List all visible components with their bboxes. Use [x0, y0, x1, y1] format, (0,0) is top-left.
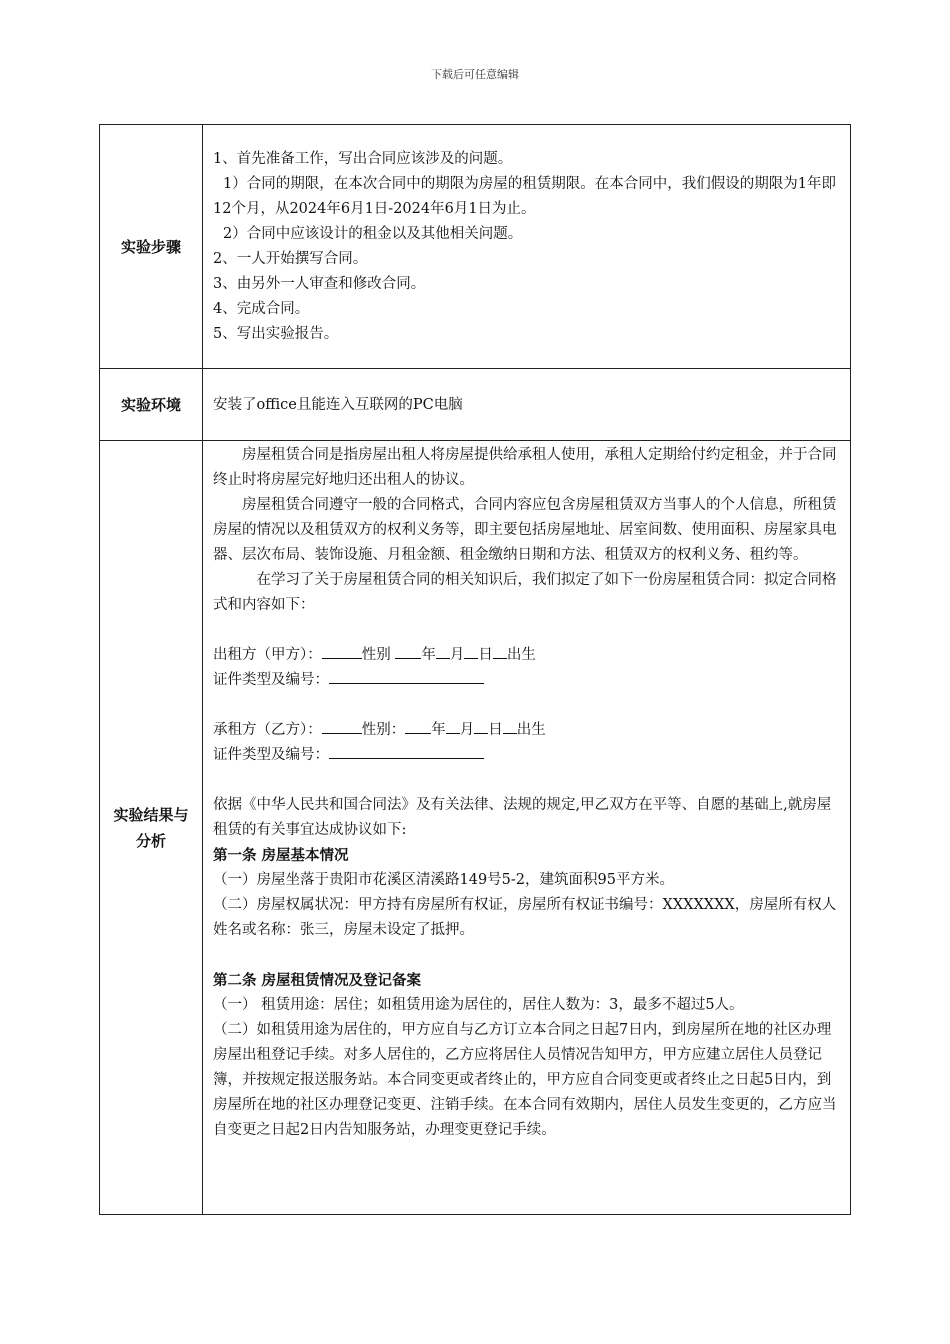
- step-line: 2、一人开始撰写合同。: [213, 251, 368, 267]
- blank-underline: [329, 743, 484, 759]
- blank-underline: [405, 718, 431, 734]
- steps-row: [100, 125, 851, 369]
- paragraph: 房屋租赁合同是指房屋出租人将房屋提供给承租人使用，承租人定期给付约定租金，并于合同终止时将房屋完好地归还出租人的协议。: [213, 447, 837, 488]
- paragraph: 房屋租赁合同遵守一般的合同格式，合同内容应包含房屋租赁双方当事人的个人信息，所租赁房屋的情况以及租赁双方的权利义务等，即主要包括房屋地址、居室间数、使用面积、房屋家具电器、层次布局、装饰设施、月租金额、租金缴纳日期和方法、租赁双方的权利义务、租约等。: [213, 497, 837, 563]
- results-row: [100, 441, 851, 1215]
- env-label: 实验环境: [100, 369, 203, 441]
- blank-underline: [322, 643, 362, 659]
- results-label: [100, 441, 203, 1215]
- article-title: 第二条 房屋租赁情况及登记备案: [213, 972, 422, 989]
- blank-underline: [474, 718, 488, 734]
- spacer: [213, 943, 842, 968]
- step-line: 5、写出实验报告。: [213, 326, 339, 342]
- step-line: 3、由另外一人审查和修改合同。: [213, 276, 426, 292]
- lessor-label: 出租方（甲方）：: [213, 647, 322, 663]
- article-clause: （一）房屋坐落于贵阳市花溪区清溪路149号5-2，建筑面积95平方米。: [213, 872, 674, 888]
- blank-underline: [503, 718, 517, 734]
- basis-paragraph: 依据《中华人民共和国合同法》及有关法律、法规的规定,甲乙双方在平等、自愿的基础上,就房屋租赁的有关事宜达成协议如下:: [213, 797, 832, 838]
- results-label-text: 实验结果与分析: [113, 805, 189, 850]
- lessee-label: 承租方（乙方）：: [213, 722, 322, 738]
- birth-label: 出生: [506, 647, 536, 663]
- day-label: 日: [488, 722, 503, 738]
- blank-underline: [329, 668, 484, 684]
- id-label: 证件类型及编号：: [213, 747, 329, 763]
- blank-underline: [446, 718, 460, 734]
- lessee-line: [213, 718, 842, 743]
- id-label: 证件类型及编号：: [213, 672, 329, 688]
- id-line: [213, 743, 842, 768]
- spacer: [213, 768, 842, 793]
- step-line: 4、完成合同。: [213, 301, 310, 317]
- env-content: [203, 369, 851, 441]
- article-title: 第一条 房屋基本情况: [213, 847, 349, 864]
- results-content: [203, 441, 851, 1215]
- env-text: 安装了office且能连入互联网的PC电脑: [213, 397, 463, 413]
- article-clause: （二）房屋权属状况：甲方持有房屋所有权证，房屋所有权证书编号：XXXXXXX，房屋所有权人姓名或名称：张三，房屋未设定了抵押。: [213, 897, 837, 938]
- blank-underline: [436, 643, 450, 659]
- gender-label: 性别：: [361, 722, 406, 738]
- steps-label: 实验步骤: [100, 125, 203, 369]
- step-line: 2）合同中应该设计的租金以及其他相关问题。: [223, 226, 523, 242]
- steps-content: [203, 125, 851, 369]
- page-header: 下载后可任意编辑: [431, 68, 519, 81]
- month-label: 月: [449, 647, 465, 663]
- blank-underline: [322, 718, 362, 734]
- blank-underline: [464, 643, 478, 659]
- paragraph: 在学习了关于房屋租赁合同的相关知识后，我们拟定了如下一份房屋租赁合同：拟定合同格式和内容如下：: [213, 572, 837, 613]
- id-line: [213, 668, 842, 693]
- day-label: 日: [478, 647, 493, 663]
- blank-underline: [493, 643, 507, 659]
- month-label: 月: [459, 722, 475, 738]
- birth-label: 出生: [516, 722, 546, 738]
- step-line: [213, 172, 842, 222]
- env-row: [100, 369, 851, 441]
- year-label: 年: [431, 722, 446, 738]
- report-table: [99, 124, 851, 1215]
- step-line-text: 1）合同的期限，在本次合同中的期限为房屋的租赁期限。在本合同中，我们假设的期限为1年即12个月，从2024年6月1日-2024年6月1日为止。: [213, 176, 836, 217]
- step-line: 1、首先准备工作，写出合同应该涉及的问题。: [213, 151, 513, 167]
- article-clause: （二）如租赁用途为居住的，甲方应自与乙方订立本合同之日起7日内，到房屋所在地的社区办理房屋出租登记手续。对多人居住的，乙方应将居住人员情况告知甲方，甲方应建立居住人员登记簿，并按规定报送服务站。本合同变更或者终止的，甲方应自合同变更或者终止之日起5日内，到房屋所在地的社区办理登记变更、注销手续。在本合同有效期内，居住人员发生变更的，乙方应当自变更之日起2日内告知服务站，办理变更登记手续。: [213, 1022, 837, 1138]
- gender-label: 性别: [361, 647, 391, 663]
- spacer: [213, 618, 842, 643]
- spacer: [213, 693, 842, 718]
- lessor-line: [213, 643, 842, 668]
- article-clause: （一） 租赁用途：居住；如租赁用途为居住的，居住人数为：3，最多不超过5人。: [213, 997, 744, 1013]
- blank-underline: [395, 643, 421, 659]
- year-label: 年: [421, 647, 436, 663]
